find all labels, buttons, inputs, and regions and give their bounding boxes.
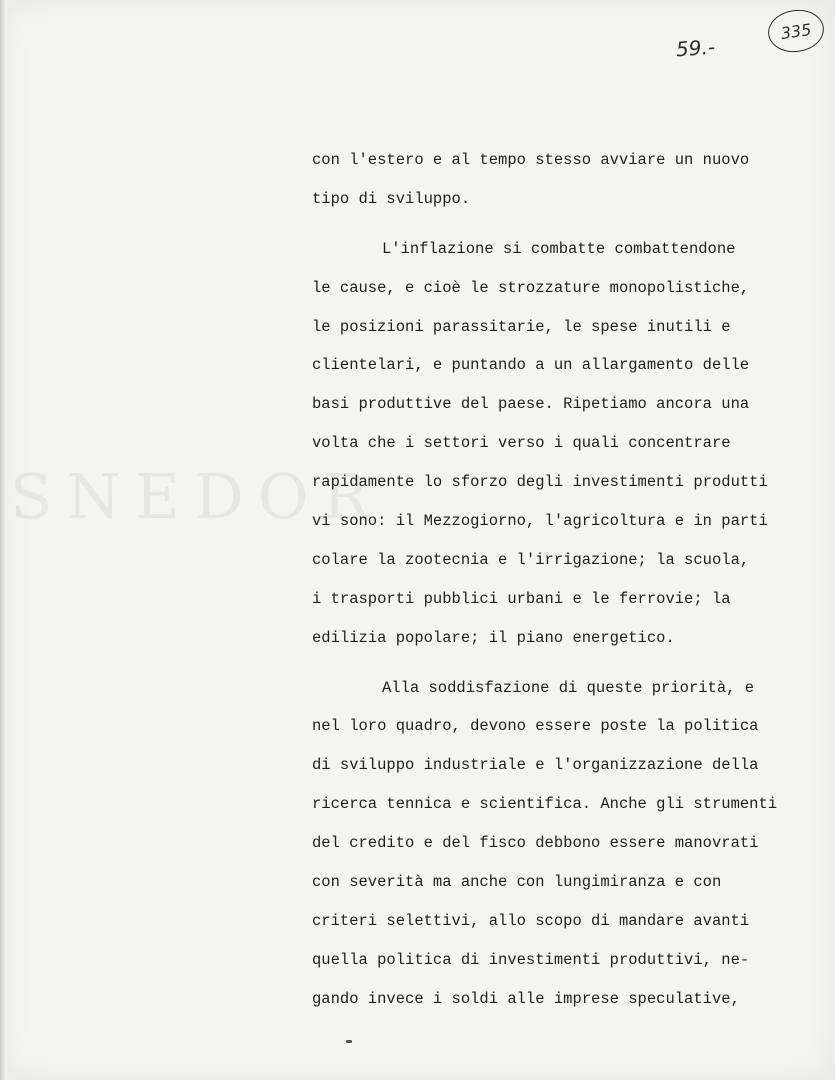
text-line: volta che i settori verso i quali concentrare: [312, 434, 731, 453]
paragraph-start-line: Alla soddisfazione di queste priorità, e: [382, 678, 755, 697]
text-line: le cause, e cioè le strozzature monopolistiche,: [312, 278, 750, 297]
ink-smudge: [346, 1040, 352, 1043]
typed-body-text: [312, 148, 812, 1026]
text-line: nel loro quadro, devono essere poste la politica: [312, 717, 759, 736]
handwritten-page-number: 59.-: [675, 34, 716, 62]
text-line: vi sono: il Mezzogiorno, l'agricoltura e in parti: [312, 512, 768, 531]
paragraph-start-line: L'inflazione si combatte combattendone: [382, 239, 736, 258]
text-line: tipo di sviluppo.: [312, 189, 471, 208]
scan-edge-shadow: [0, 0, 6, 1080]
text-line: con l'estero e al tempo stesso avviare un nuovo: [312, 151, 750, 169]
text-line: quella politica di investimenti produttivi, ne-: [312, 950, 750, 969]
text-line: i trasporti pubblici urbani e le ferrovie; la: [312, 589, 731, 608]
text-line: basi produttive del paese. Ripetiamo ancora una: [312, 395, 750, 414]
text-line: clientelari, e puntando a un allargamento delle: [312, 356, 750, 375]
bleed-through-text: SNEDOR: [10, 460, 384, 533]
text-line: con severità ma anche con lungimiranza e con: [312, 873, 722, 892]
text-line: del credito e del fisco debbono essere manovrati: [312, 834, 759, 853]
circled-archive-number: 335: [765, 6, 826, 55]
text-line: colare la zootecnia e l'irrigazione; la scuola,: [312, 550, 750, 569]
text-line: edilizia popolare; il piano energetico.: [312, 628, 675, 647]
text-line: gando invece i soldi alle imprese speculative,: [312, 989, 740, 1008]
text-line: le posizioni parassitarie, le spese inutili e: [312, 317, 731, 336]
text-line: rapidamente lo sforzo degli investimenti produtti: [312, 473, 768, 492]
text-line: di sviluppo industriale e l'organizzazione della: [312, 756, 759, 775]
text-line: ricerca tennica e scientifica. Anche gli strumenti: [312, 795, 778, 814]
text-line: criteri selettivi, allo scopo di mandare avanti: [312, 911, 750, 930]
